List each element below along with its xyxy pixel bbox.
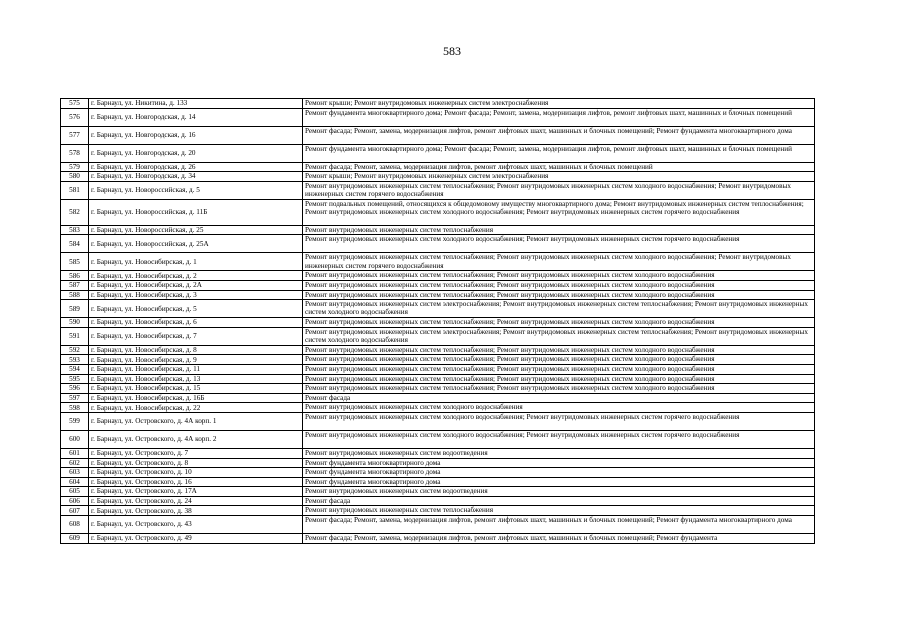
table-row xyxy=(61,430,815,448)
table-row xyxy=(61,327,815,345)
table-row xyxy=(61,199,815,225)
works-cell: Ремонт внутридомовых инженерных систем теплоснабжения xyxy=(303,506,815,516)
address-cell: г. Барнаул, ул. Островского, д. 17А xyxy=(89,487,303,497)
row-number: 575 xyxy=(61,99,89,109)
works-cell: Ремонт внутридомовых инженерных систем теплоснабжения; Ремонт внутридомовых инженерных систем холодного водоснабжения xyxy=(303,384,815,394)
table-row xyxy=(61,99,815,109)
table-row xyxy=(61,235,815,253)
table-row xyxy=(61,458,815,468)
row-number: 608 xyxy=(61,516,89,534)
works-cell: Ремонт подвальных помещений, относящихся к общедомовому имуществу многоквартирного дома; Ремонт внутридомовых инженерных систем теплоснабжения; Ремонт внутридомовых инженерных систем холодного водоснабжения; Ремонт внутридомовых инженерных систем горячего водоснабжения xyxy=(303,199,815,225)
table-row xyxy=(61,448,815,458)
works-cell: Ремонт фундамента многоквартирного дома xyxy=(303,458,815,468)
address-cell: г. Барнаул, ул. Новгородская, д. 20 xyxy=(89,144,303,162)
row-number: 591 xyxy=(61,327,89,345)
table-row xyxy=(61,364,815,374)
row-number: 586 xyxy=(61,271,89,281)
address-cell: г. Барнаул, ул. Новороссийская, д. 25 xyxy=(89,225,303,235)
row-number: 579 xyxy=(61,162,89,172)
table-row xyxy=(61,181,815,199)
table-row xyxy=(61,300,815,318)
table-row xyxy=(61,506,815,516)
row-number: 577 xyxy=(61,126,89,144)
works-cell: Ремонт внутридомовых инженерных систем холодного водоснабжения; Ремонт внутридомовых инженерных систем горячего водоснабжения xyxy=(303,412,815,430)
address-cell: г. Барнаул, ул. Новгородская, д. 26 xyxy=(89,162,303,172)
works-cell: Ремонт внутридомовых инженерных систем теплоснабжения; Ремонт внутридомовых инженерных систем холодного водоснабжения xyxy=(303,290,815,300)
address-cell: г. Барнаул, ул. Островского, д. 16 xyxy=(89,477,303,487)
table-row xyxy=(61,253,815,271)
works-cell: Ремонт фасада; Ремонт, замена, модернизация лифтов, ремонт лифтовых шахт, машинных и блочных помещений xyxy=(303,162,815,172)
row-number: 587 xyxy=(61,280,89,290)
address-cell: г. Барнаул, ул. Новосибирская, д. 3 xyxy=(89,290,303,300)
row-number: 589 xyxy=(61,300,89,318)
row-number: 602 xyxy=(61,458,89,468)
works-cell: Ремонт внутридомовых инженерных систем теплоснабжения xyxy=(303,225,815,235)
row-number: 594 xyxy=(61,364,89,374)
table-row xyxy=(61,374,815,384)
table-row xyxy=(61,516,815,534)
row-number: 597 xyxy=(61,393,89,403)
table-row xyxy=(61,345,815,355)
row-number: 578 xyxy=(61,144,89,162)
row-number: 580 xyxy=(61,172,89,182)
address-cell: г. Барнаул, ул. Новгородская, д. 34 xyxy=(89,172,303,182)
table-row xyxy=(61,477,815,487)
works-cell: Ремонт фундамента многоквартирного дома; Ремонт фасада; Ремонт, замена, модернизация лифтов, ремонт лифтовых шахт, машинных и блочных помещений xyxy=(303,144,815,162)
table-row xyxy=(61,412,815,430)
row-number: 596 xyxy=(61,384,89,394)
row-number: 603 xyxy=(61,468,89,478)
table-row xyxy=(61,280,815,290)
works-cell: Ремонт крыши; Ремонт внутридомовых инженерных систем электроснабжения xyxy=(303,99,815,109)
works-cell: Ремонт фасада; Ремонт, замена, модернизация лифтов, ремонт лифтовых шахт, машинных и блочных помещений; Ремонт фундамента xyxy=(303,534,815,544)
row-number: 609 xyxy=(61,534,89,544)
works-cell: Ремонт внутридомовых инженерных систем теплоснабжения; Ремонт внутридомовых инженерных систем холодного водоснабжения xyxy=(303,364,815,374)
table-row xyxy=(61,108,815,126)
address-cell: г. Барнаул, ул. Новосибирская, д. 16Б xyxy=(89,393,303,403)
address-cell: г. Барнаул, ул. Островского, д. 49 xyxy=(89,534,303,544)
works-cell: Ремонт фасада; Ремонт, замена, модернизация лифтов, ремонт лифтовых шахт, машинных и блочных помещений; Ремонт фундамента многоквартирного дома xyxy=(303,516,815,534)
row-number: 576 xyxy=(61,108,89,126)
address-cell: г. Барнаул, ул. Новосибирская, д. 6 xyxy=(89,318,303,328)
address-cell: г. Барнаул, ул. Новосибирская, д. 5 xyxy=(89,300,303,318)
works-cell: Ремонт фундамента многоквартирного дома; Ремонт фасада; Ремонт, замена, модернизация лифтов, ремонт лифтовых шахт, машинных и блочных помещений xyxy=(303,108,815,126)
address-cell: г. Барнаул, ул. Островского, д. 24 xyxy=(89,496,303,506)
table-row xyxy=(61,403,815,413)
address-cell: г. Барнаул, ул. Новороссийская, д. 5 xyxy=(89,181,303,199)
row-number: 593 xyxy=(61,355,89,365)
table-row xyxy=(61,384,815,394)
row-number: 601 xyxy=(61,448,89,458)
row-number: 585 xyxy=(61,253,89,271)
table-row xyxy=(61,318,815,328)
row-number: 588 xyxy=(61,290,89,300)
works-cell: Ремонт внутридомовых инженерных систем теплоснабжения; Ремонт внутридомовых инженерных систем холодного водоснабжения xyxy=(303,374,815,384)
row-number: 584 xyxy=(61,235,89,253)
works-cell: Ремонт внутридомовых инженерных систем теплоснабжения; Ремонт внутридомовых инженерных систем холодного водоснабжения; Ремонт внутридомовых инженерных систем горячего водоснабжения xyxy=(303,181,815,199)
works-cell: Ремонт фундамента многоквартирного дома xyxy=(303,477,815,487)
works-cell: Ремонт крыши; Ремонт внутридомовых инженерных систем электроснабжения xyxy=(303,172,815,182)
address-cell: г. Барнаул, ул. Новосибирская, д. 2 xyxy=(89,271,303,281)
table-row xyxy=(61,271,815,281)
row-number: 604 xyxy=(61,477,89,487)
row-number: 582 xyxy=(61,199,89,225)
works-cell: Ремонт внутридомовых инженерных систем теплоснабжения; Ремонт внутридомовых инженерных систем холодного водоснабжения xyxy=(303,271,815,281)
table-row xyxy=(61,162,815,172)
address-cell: г. Барнаул, ул. Новгородская, д. 14 xyxy=(89,108,303,126)
address-cell: г. Барнаул, ул. Никитина, д. 133 xyxy=(89,99,303,109)
address-cell: г. Барнаул, ул. Новосибирская, д. 11 xyxy=(89,364,303,374)
table-row xyxy=(61,534,815,544)
row-number: 607 xyxy=(61,506,89,516)
row-number: 592 xyxy=(61,345,89,355)
row-number: 605 xyxy=(61,487,89,497)
table-row xyxy=(61,144,815,162)
table-row xyxy=(61,355,815,365)
works-cell: Ремонт фундамента многоквартирного дома xyxy=(303,468,815,478)
works-cell: Ремонт фасада xyxy=(303,496,815,506)
address-cell: г. Барнаул, ул. Островского, д. 10 xyxy=(89,468,303,478)
works-cell: Ремонт внутридомовых инженерных систем электроснабжения; Ремонт внутридомовых инженерных систем теплоснабжения; Ремонт внутридомовых инженерных систем холодного водоснабжения xyxy=(303,300,815,318)
works-cell: Ремонт внутридомовых инженерных систем теплоснабжения; Ремонт внутридомовых инженерных систем холодного водоснабжения xyxy=(303,355,815,365)
row-number: 581 xyxy=(61,181,89,199)
address-cell: г. Барнаул, ул. Новосибирская, д. 13 xyxy=(89,374,303,384)
address-cell: г. Барнаул, ул. Новосибирская, д. 22 xyxy=(89,403,303,413)
works-cell: Ремонт внутридомовых инженерных систем холодного водоснабжения; Ремонт внутридомовых инженерных систем горячего водоснабжения xyxy=(303,235,815,253)
works-cell: Ремонт внутридомовых инженерных систем водоотведения xyxy=(303,487,815,497)
works-cell: Ремонт фасада xyxy=(303,393,815,403)
address-cell: г. Барнаул, ул. Островского, д. 38 xyxy=(89,506,303,516)
table-row xyxy=(61,126,815,144)
table-row xyxy=(61,290,815,300)
works-cell: Ремонт внутридомовых инженерных систем холодного водоснабжения xyxy=(303,403,815,413)
row-number: 590 xyxy=(61,318,89,328)
repair-schedule-table xyxy=(60,98,815,544)
address-cell: г. Барнаул, ул. Новороссийская, д. 11Б xyxy=(89,199,303,225)
works-cell: Ремонт внутридомовых инженерных систем холодного водоснабжения; Ремонт внутридомовых инженерных систем горячего водоснабжения xyxy=(303,430,815,448)
row-number: 606 xyxy=(61,496,89,506)
address-cell: г. Барнаул, ул. Новосибирская, д. 8 xyxy=(89,345,303,355)
address-cell: г. Барнаул, ул. Новгородская, д. 16 xyxy=(89,126,303,144)
works-cell: Ремонт внутридомовых инженерных систем теплоснабжения; Ремонт внутридомовых инженерных систем холодного водоснабжения; Ремонт внутридомовых инженерных систем горячего водоснабжения xyxy=(303,253,815,271)
page-number: 583 xyxy=(443,44,461,58)
works-cell: Ремонт внутридомовых инженерных систем водоотведения xyxy=(303,448,815,458)
table-row xyxy=(61,393,815,403)
row-number: 599 xyxy=(61,412,89,430)
row-number: 595 xyxy=(61,374,89,384)
address-cell: г. Барнаул, ул. Новороссийская, д. 25А xyxy=(89,235,303,253)
table-body xyxy=(61,99,815,544)
works-cell: Ремонт внутридомовых инженерных систем теплоснабжения; Ремонт внутридомовых инженерных систем холодного водоснабжения xyxy=(303,280,815,290)
address-cell: г. Барнаул, ул. Островского, д. 43 xyxy=(89,516,303,534)
table-row xyxy=(61,487,815,497)
table-row xyxy=(61,496,815,506)
address-cell: г. Барнаул, ул. Островского, д. 8 xyxy=(89,458,303,468)
table-row xyxy=(61,172,815,182)
address-cell: г. Барнаул, ул. Новосибирская, д. 1 xyxy=(89,253,303,271)
address-cell: г. Барнаул, ул. Новосибирская, д. 15 xyxy=(89,384,303,394)
table-row xyxy=(61,468,815,478)
address-cell: г. Барнаул, ул. Новосибирская, д. 9 xyxy=(89,355,303,365)
address-cell: г. Барнаул, ул. Островского, д. 4А корп. 1 xyxy=(89,412,303,430)
works-cell: Ремонт внутридомовых инженерных систем теплоснабжения; Ремонт внутридомовых инженерных систем холодного водоснабжения xyxy=(303,345,815,355)
row-number: 583 xyxy=(61,225,89,235)
address-cell: г. Барнаул, ул. Новосибирская, д. 2А xyxy=(89,280,303,290)
address-cell: г. Барнаул, ул. Островского, д. 4А корп. 2 xyxy=(89,430,303,448)
works-cell: Ремонт внутридомовых инженерных систем теплоснабжения; Ремонт внутридомовых инженерных систем холодного водоснабжения xyxy=(303,318,815,328)
row-number: 598 xyxy=(61,403,89,413)
address-cell: г. Барнаул, ул. Новосибирская, д. 7 xyxy=(89,327,303,345)
works-cell: Ремонт фасада; Ремонт, замена, модернизация лифтов, ремонт лифтовых шахт, машинных и блочных помещений; Ремонт фундамента многоквартирного дома xyxy=(303,126,815,144)
works-cell: Ремонт внутридомовых инженерных систем электроснабжения; Ремонт внутридомовых инженерных систем теплоснабжения; Ремонт внутридомовых инженерных систем холодного водоснабжения xyxy=(303,327,815,345)
row-number: 600 xyxy=(61,430,89,448)
address-cell: г. Барнаул, ул. Островского, д. 7 xyxy=(89,448,303,458)
table-row xyxy=(61,225,815,235)
